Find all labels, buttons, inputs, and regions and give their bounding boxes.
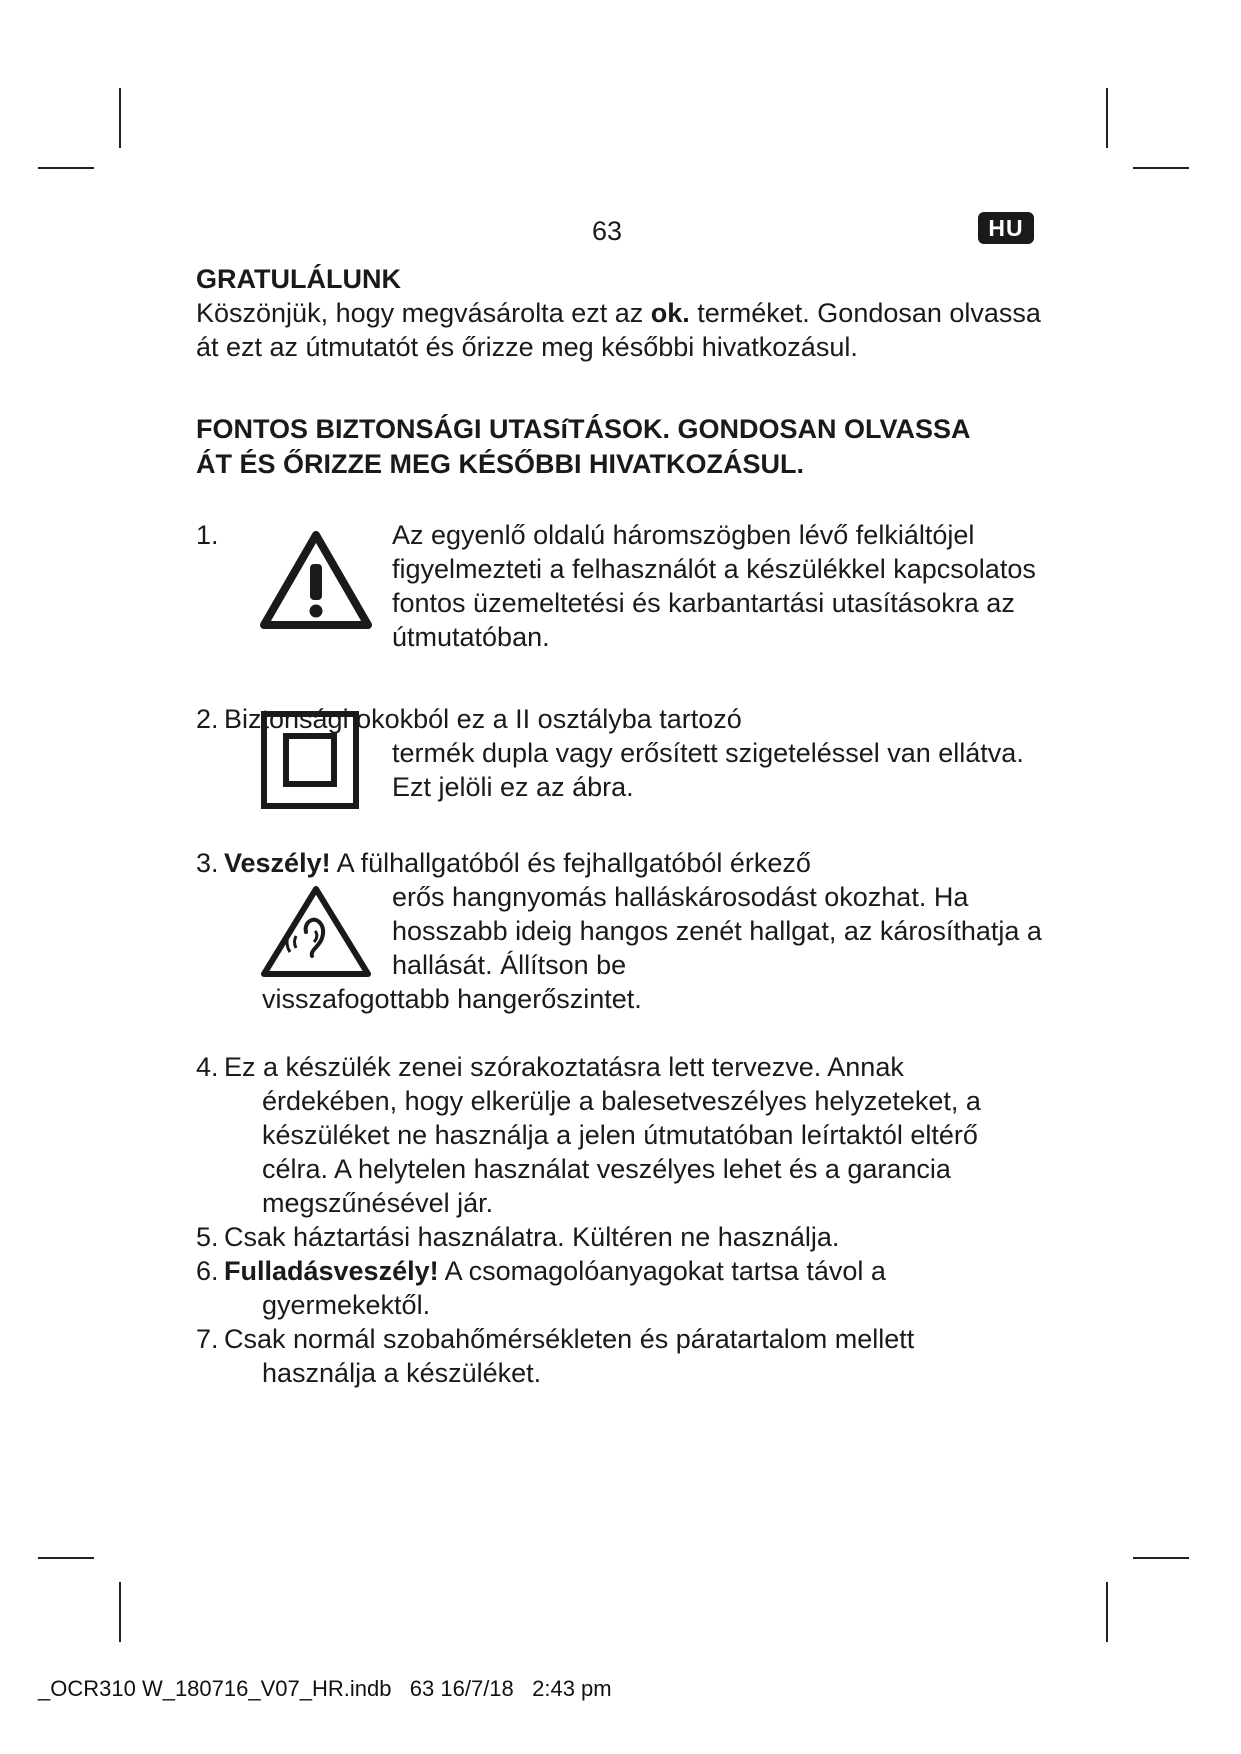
congrats-text bbox=[196, 296, 1046, 364]
item-number: 6. bbox=[196, 1256, 219, 1286]
safety-item-6 bbox=[196, 1254, 1046, 1322]
crop-mark bbox=[119, 88, 121, 148]
safety-heading-line: FONTOS BIZTONSÁGI UTASíTÁSOK. GONDOSAN OLVASSA bbox=[196, 414, 971, 444]
congrats-text-part: terméket. Gondosan olvassa át ezt az útmutatót és őrizze meg későbbi hivatkozásul. bbox=[196, 298, 1041, 362]
item-text-part: A csomagolóanyagokat tartsa távol a bbox=[438, 1256, 886, 1286]
item-text: érdekében, hogy elkerülje a balesetveszélyes helyzeteket, a készüléket ne használja a jelen útmutatóban leírtaktól eltérő célra. A helytelen használat veszélyes lehet és a garancia megszűnésével jár. bbox=[262, 1086, 981, 1218]
crop-mark bbox=[1106, 1582, 1108, 1642]
crop-mark bbox=[1106, 88, 1108, 148]
danger-label: Veszély! bbox=[224, 848, 331, 878]
item-text-first-line: Csak normál szobahőmérsékleten és páratartalom mellett bbox=[224, 1324, 915, 1354]
crop-mark bbox=[1133, 167, 1189, 169]
hearing-damage-icon bbox=[260, 884, 372, 980]
item-number: 3. bbox=[196, 848, 219, 878]
item-number: 7. bbox=[196, 1324, 219, 1354]
item-text-first-line bbox=[224, 1254, 1046, 1288]
item-text: használja a készüléket. bbox=[262, 1358, 542, 1388]
suffocation-label: Fulladásveszély! bbox=[224, 1256, 439, 1286]
safety-list bbox=[196, 1050, 1046, 1390]
item-text-first-line bbox=[224, 846, 1046, 880]
crop-mark bbox=[38, 1557, 94, 1559]
item-text-part: A fülhallgatóból és fejhallgatóból érkező bbox=[330, 848, 811, 878]
item-number: 5. bbox=[196, 1222, 219, 1252]
safety-item-2 bbox=[196, 702, 1046, 812]
congrats-title: GRATULÁLUNK bbox=[196, 264, 401, 294]
safety-heading-line: ÁT ÉS ŐRIZZE MEG KÉSŐBBI HIVATKOZÁSUL. bbox=[196, 449, 805, 479]
crop-mark bbox=[1133, 1557, 1189, 1559]
item-text-first-line: Biztonsági okokból ez a II osztályba tartozó bbox=[224, 704, 742, 734]
item-text: Az egyenlő oldalú háromszögben lévő felkiáltójel figyelmezteti a felhasználót a készülékkel kapcsolatos fontos üzemeltetési és karbantartási utasításokra az útmutatóban. bbox=[392, 520, 1036, 652]
safety-item-5 bbox=[196, 1220, 1046, 1254]
language-badge: HU bbox=[978, 212, 1034, 244]
item-text-first-line: Ez a készülék zenei szórakoztatásra lett tervezve. Annak bbox=[224, 1052, 904, 1082]
crop-mark bbox=[38, 167, 94, 169]
item-number: 4. bbox=[196, 1052, 219, 1082]
crop-mark bbox=[119, 1582, 121, 1642]
safety-item-4 bbox=[196, 1050, 1046, 1220]
item-text-first-line: Csak háztartási használatra. Kültéren ne használja. bbox=[224, 1222, 840, 1252]
congrats-text-part: Köszönjük, hogy megvásárolta ezt az bbox=[196, 298, 651, 328]
item-text: erős hangnyomás halláskárosodást okozhat. Ha hosszabb ideig hangos zenét hallgat, az károsíthatja a hallását. Állítson be bbox=[392, 882, 1042, 980]
item-text-last-line: visszafogottabb hangerőszintet. bbox=[262, 984, 642, 1014]
item-number: 2. bbox=[196, 704, 219, 734]
safety-item-3 bbox=[196, 846, 1046, 1016]
warning-triangle-icon bbox=[260, 530, 372, 630]
safety-item-7 bbox=[196, 1322, 1046, 1390]
page-number: 63 bbox=[592, 216, 623, 246]
safety-item-1 bbox=[196, 518, 1046, 668]
safety-heading bbox=[196, 412, 1046, 482]
brand-name: ok. bbox=[650, 298, 690, 328]
item-text: gyermekektől. bbox=[262, 1290, 431, 1320]
item-number: 1. bbox=[196, 520, 219, 550]
print-slug: _OCR310 W_180716_V07_HR.indb 63 16/7/18 2:43 pm bbox=[38, 1676, 612, 1701]
item-text: termék dupla vagy erősített szigeteléssel van ellátva. Ezt jelöli ez az ábra. bbox=[392, 738, 1024, 802]
page-content bbox=[196, 262, 1046, 1390]
